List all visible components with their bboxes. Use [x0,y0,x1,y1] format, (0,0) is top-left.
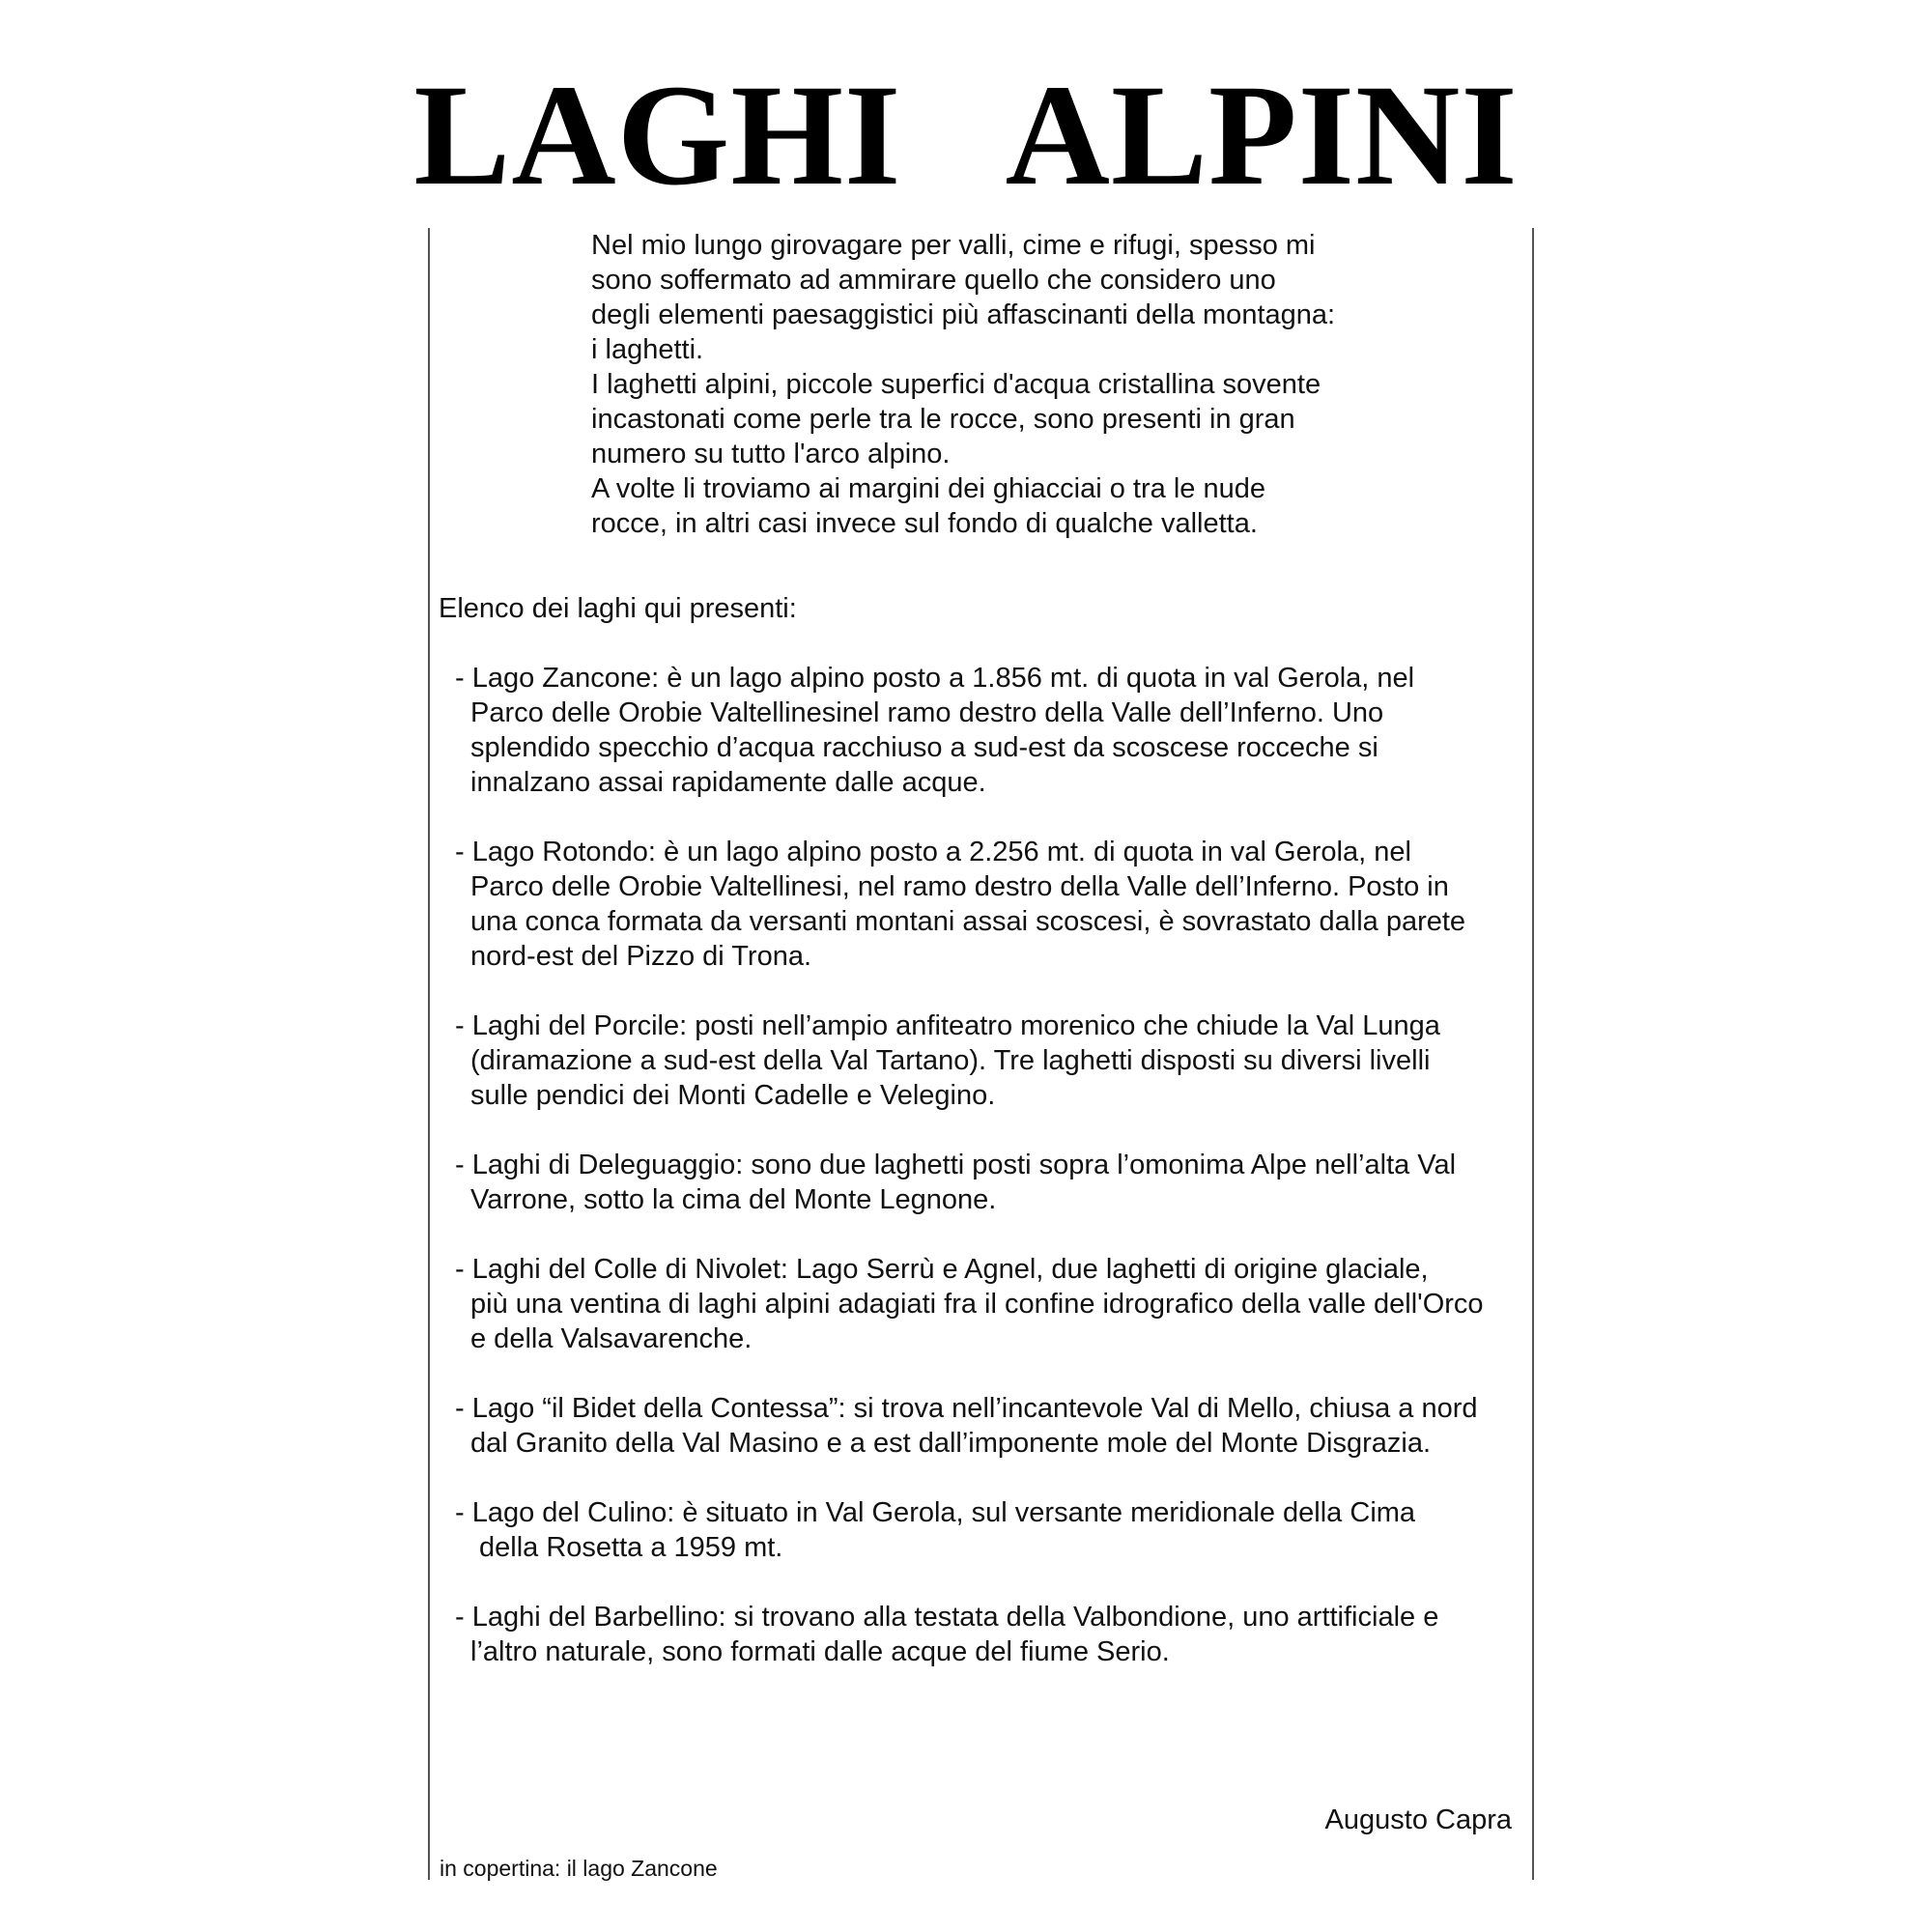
intro-line: numero su tutto l'arco alpino. [591,439,951,469]
list-item-line: innalzano assai rapidamente dalle acque. [470,767,986,798]
list-item-laghi-del-barbellino [455,1600,1527,1669]
page-title: LAGHI ALPINI [413,55,1519,215]
list-item-line: Varrone, sotto la cima del Monte Legnone. [470,1184,997,1215]
left-margin-rule [428,228,430,1880]
list-item-line: una conca formata da versanti montani assai scoscesi, è sovrastato dalla parete [470,906,1466,937]
list-item-line: splendido specchio d’acqua racchiuso a sud-est da scoscese rocceche si [470,732,1378,763]
lake-list [455,661,1527,1704]
list-item-line: - Laghi di Deleguaggio: sono due laghetti posti sopra l’omonima Alpe nell’alta Val [455,1150,1457,1180]
list-item-line: - Laghi del Colle di Nivolet: Lago Serrù e Agnel, due laghetti di origine glaciale, [455,1254,1429,1285]
list-item-line: - Lago “il Bidet della Contessa”: si trova nell’incantevole Val di Mello, chiusa a nord [455,1393,1478,1424]
list-item-laghi-di-deleguaggio [455,1148,1527,1217]
list-item-lago-rotondo [455,835,1527,974]
list-item-laghi-del-porcile [455,1009,1527,1113]
intro-line: Nel mio lungo girovagare per valli, cime e rifugi, spesso mi [591,230,1316,261]
list-item-laghi-del-colle-di-nivolet [455,1252,1527,1356]
list-heading: Elenco dei laghi qui presenti: [439,593,797,624]
list-item-line: della Rosetta a 1959 mt. [479,1532,783,1563]
list-item-line: - Laghi del Barbellino: si trovano alla testata della Valbondione, uno arttificiale e [455,1602,1439,1633]
intro-line: sono soffermato ad ammirare quello che considero uno [591,265,1276,296]
list-item-line: (diramazione a sud-est della Val Tartano). Tre laghetti disposti su diversi livelli [470,1045,1431,1076]
list-item-lago-del-culino [455,1495,1527,1565]
intro-paragraph [591,228,1461,541]
intro-line: degli elementi paesaggistici più affascinanti della montagna: [591,299,1336,330]
intro-line: A volte li troviamo ai margini dei ghiacciai o tra le nude [591,473,1265,504]
list-item-lago-zancone [455,661,1527,800]
list-item-line: sulle pendici dei Monti Cadelle e Velegino. [470,1080,996,1111]
list-item-line: dal Granito della Val Masino e a est dall’imponente mole del Monte Disgrazia. [470,1428,1432,1459]
list-item-line: - Lago del Culino: è situato in Val Gerola, sul versante meridionale della Cima [455,1497,1416,1528]
intro-line: incastonati come perle tra le rocce, sono presenti in gran [591,404,1295,435]
list-item-line: e della Valsavarenche. [470,1323,753,1354]
list-item-line: più una ventina di laghi alpini adagiati fra il confine idrografico della valle dell'Orco [470,1289,1484,1320]
intro-line: i laghetti. [591,334,704,365]
list-item-line: - Laghi del Porcile: posti nell’ampio anfiteatro morenico che chiude la Val Lunga [455,1010,1440,1041]
list-item-lago-il-bidet-della-contessa [455,1391,1527,1461]
cover-caption: in copertina: il lago Zancone [440,1856,718,1881]
list-item-line: Parco delle Orobie Valtellinesinel ramo destro della Valle dell’Inferno. Uno [470,697,1384,728]
intro-line: rocce, in altri casi invece sul fondo di qualche valletta. [591,508,1258,539]
right-margin-rule [1532,228,1534,1880]
list-item-line: l’altro naturale, sono formati dalle acque del fiume Serio. [470,1636,1170,1667]
author-signature: Augusto Capra [1324,1804,1512,1835]
list-item-line: Parco delle Orobie Valtellinesi, nel ramo destro della Valle dell’Inferno. Posto in [470,871,1449,902]
list-item-line: - Lago Rotondo: è un lago alpino posto a 2.256 mt. di quota in val Gerola, nel [455,837,1411,867]
list-item-line: - Lago Zancone: è un lago alpino posto a 1.856 mt. di quota in val Gerola, nel [455,663,1415,694]
list-item-line: nord-est del Pizzo di Trona. [470,941,812,972]
intro-line: I laghetti alpini, piccole superfici d'acqua cristallina sovente [591,369,1321,400]
